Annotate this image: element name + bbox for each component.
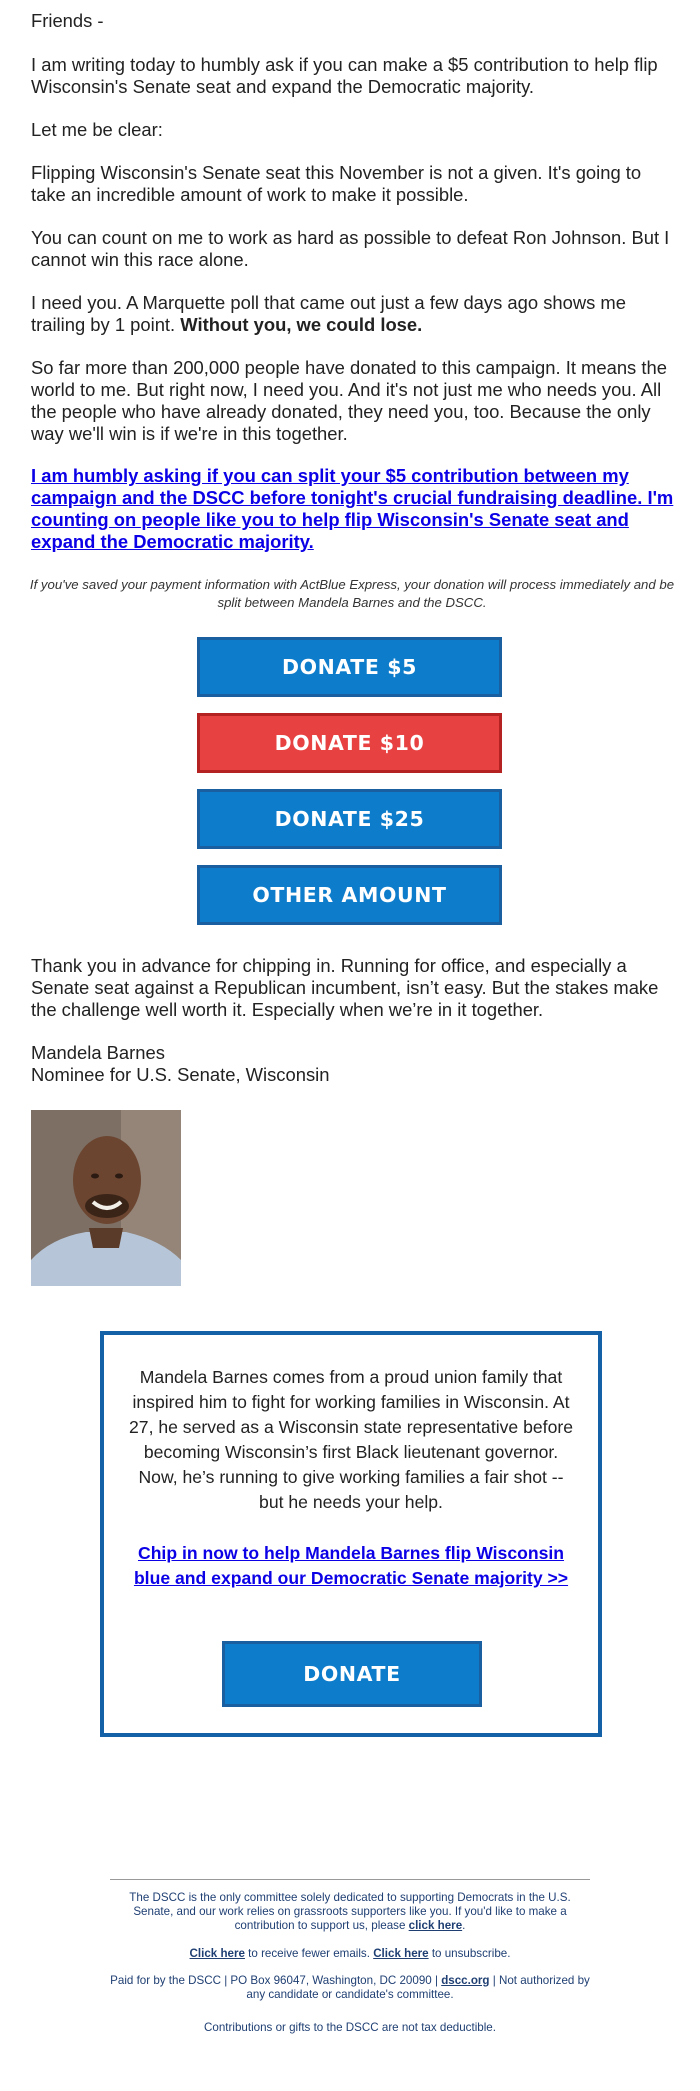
closing-paragraph: Thank you in advance for chipping in. Running for office, and especially a Senate seat against a Republican incumbent, isn’t easy. But the stakes make the challenge well worth it. Especially when we’re in it together. — [31, 955, 659, 1020]
paragraph-intro: I am writing today to humbly ask if you can make a $5 contribution to help flip Wisconsin's Senate seat and expand the Democratic majority. — [31, 54, 658, 97]
portrait-illustration — [31, 1110, 181, 1286]
paragraph-not-a-given: Flipping Wisconsin's Senate seat this November is not a given. It's going to take an incredible amount of work to make it possible. — [31, 162, 642, 205]
unsubscribe-text: to unsubscribe. — [428, 1947, 511, 1960]
other-amount-button[interactable]: OTHER AMOUNT — [197, 865, 502, 925]
bio-text: Mandela Barnes comes from a proud union family that inspired him to fight for working families in Wisconsin. At 27, he served as a Wisconsin state representative before becoming Wisconsin’s first Black lieutenant governor. Now, he’s running to give working families a fair shot -- but he needs your help. — [129, 1367, 573, 1512]
actblue-note: If you've saved your payment information with ActBlue Express, your donation will process immediately and be split between Mandela Barnes and the DSCC. — [29, 577, 675, 610]
donate-25-button[interactable]: DONATE $25 — [197, 789, 502, 849]
paragraph-donors: So far more than 200,000 people have donated to this campaign. It means the world to me. But right now, I need you. And it's not just me who needs you. All the people who have already donated, they need you, too. Because the only way we'll win is if we're in this together. — [31, 357, 667, 444]
candidate-photo — [31, 1110, 181, 1286]
footer-about — [110, 1891, 590, 1933]
not-authorized-text: | Not authorized by any candidate or candidate's committee. — [246, 1974, 590, 2001]
donate-5-button[interactable]: DONATE $5 — [197, 637, 502, 697]
poll-text: I need you. A Marquette poll that came out just a few days ago shows me trailing by 1 point. — [31, 292, 626, 335]
donate-button[interactable]: DONATE — [222, 1641, 482, 1707]
paragraph-count-on-me: You can count on me to work as hard as possible to defeat Ron Johnson. But I cannot win this race alone. — [31, 227, 670, 270]
fewer-emails-text: to receive fewer emails. — [244, 1947, 374, 1960]
footer-email-options — [110, 1947, 590, 1961]
paid-for-text: Paid for by the DSCC | PO Box 96047, Washington, DC 20090 | — [110, 1974, 442, 1987]
support-click-here-link[interactable]: click here — [408, 1919, 463, 1932]
paragraph-let-me-be-clear: Let me be clear: — [31, 119, 163, 140]
greeting: Friends - — [31, 10, 104, 31]
fewer-emails-link[interactable]: Click here — [189, 1947, 245, 1960]
footer-divider — [110, 1879, 590, 1880]
footer-tax-note: Contributions or gifts to the DSCC are not tax deductible. — [204, 2021, 496, 2034]
footer-about-period: . — [462, 1919, 466, 1932]
footer-about-text: The DSCC is the only committee solely dedicated to supporting Democrats in the U.S. Senate, and our work relies on grassroots supporters like you. If you'd like to make a contribution to support us, please — [129, 1891, 571, 1932]
signature-name: Mandela Barnes — [31, 1042, 165, 1063]
bio-callout-box — [100, 1331, 602, 1737]
split-contribution-link[interactable]: I am humbly asking if you can split your $5 contribution between my campaign and the DSCC before tonight's crucial fundraising deadline. I'm counting on people like you to help flip Wisconsin's Senate seat and expand the Democratic majority. — [31, 465, 674, 552]
signature-title: Nominee for U.S. Senate, Wisconsin — [31, 1064, 330, 1085]
donate-10-button[interactable]: DONATE $10 — [197, 713, 502, 773]
paragraph-poll — [31, 292, 671, 336]
chip-in-link[interactable]: Chip in now to help Mandela Barnes flip Wisconsin blue and expand our Democratic Senate majority >> — [133, 1543, 569, 1588]
poll-bold-text: Without you, we could lose. — [180, 314, 423, 335]
unsubscribe-link[interactable]: Click here — [373, 1947, 429, 1960]
footer-paid-for — [110, 1974, 590, 2002]
dscc-link[interactable]: dscc.org — [441, 1974, 490, 1987]
